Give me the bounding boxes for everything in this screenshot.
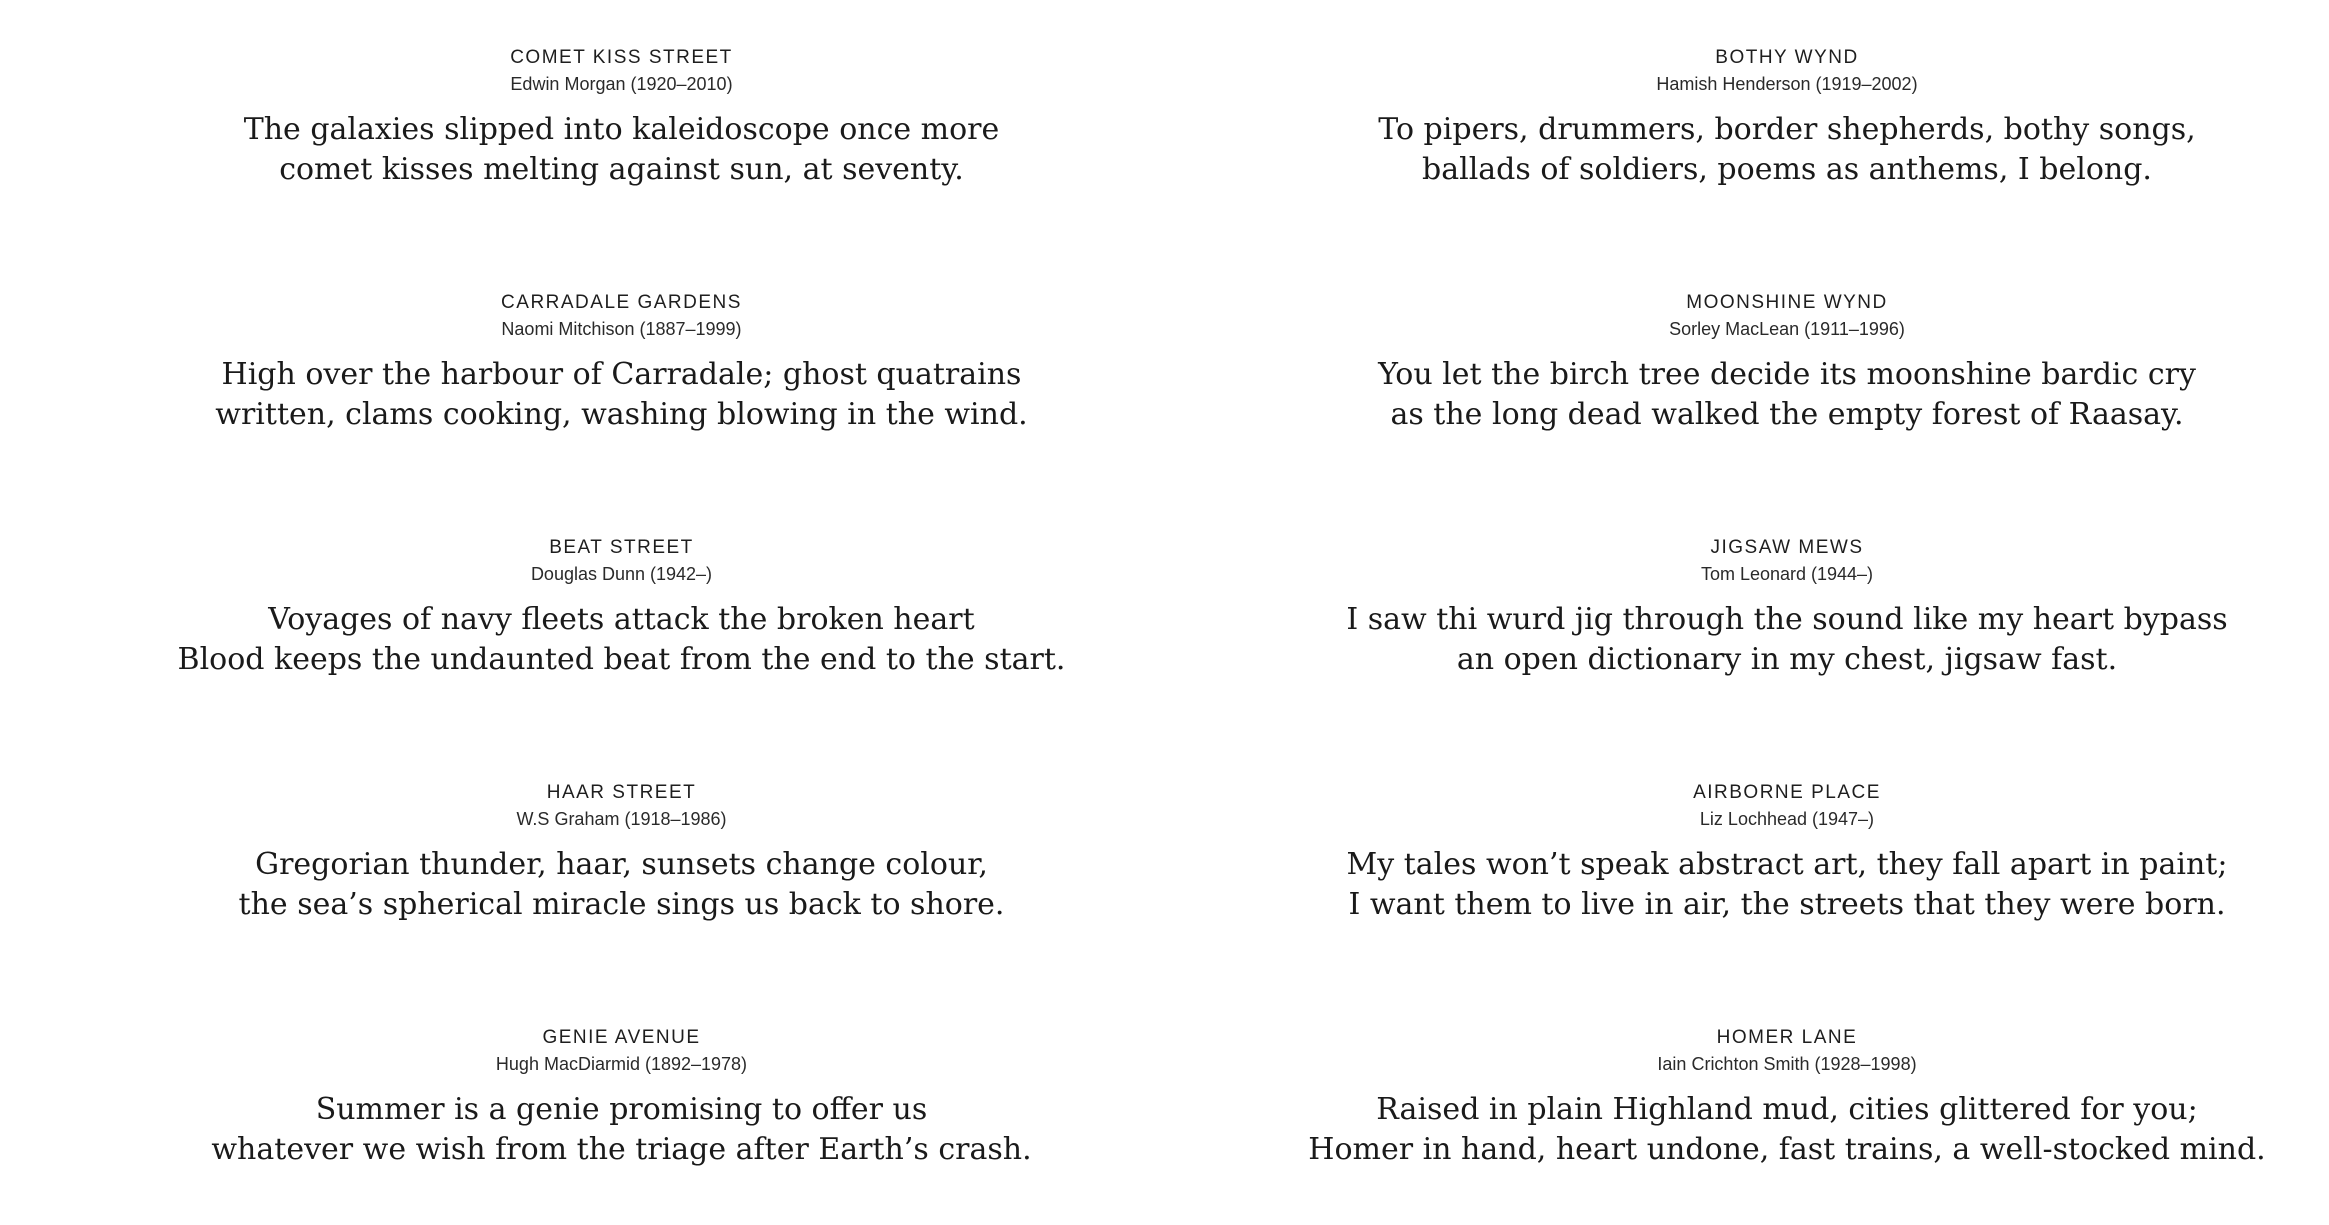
poem-line: Voyages of navy fleets attack the broken heart [268, 602, 975, 637]
poet-name: Naomi Mitchison (1887–1999) [501, 319, 742, 339]
poem-line: ballads of soldiers, poems as anthems, I belong. [1422, 152, 2152, 187]
poem-card [0, 0, 1245, 245]
street-name: HAAR STREET [546, 782, 697, 803]
poem-line: as the long dead walked the empty forest of Raasay. [1390, 397, 2184, 432]
poet-name: Hugh MacDiarmid (1892–1978) [495, 1054, 748, 1074]
poem-line: Raised in plain Highland mud, cities glittered for you; [1376, 1092, 2198, 1127]
poem-lines [1308, 1090, 2265, 1170]
street-name: AIRBORNE PLACE [1693, 782, 1881, 803]
street-name: MOONSHINE WYND [1686, 292, 1888, 313]
poem-lines [1346, 600, 2227, 680]
poem-line: the sea’s spherical miracle sings us back to shore. [238, 887, 1005, 922]
poem-line: You let the birch tree decide its moonshine bardic cry [1378, 357, 2196, 392]
poem-line: written, clams cooking, washing blowing in the wind. [215, 397, 1028, 432]
poem-card [0, 490, 1245, 735]
poem-card [1245, 980, 2329, 1225]
poem-card [0, 735, 1245, 980]
street-name: JIGSAW MEWS [1710, 537, 1864, 558]
poet-name: Liz Lochhead (1947–) [1699, 809, 1875, 829]
street-name: HOMER LANE [1716, 1027, 1858, 1048]
poem-line: My tales won’t speak abstract art, they fall apart in paint; [1346, 847, 2228, 882]
poem-line: comet kisses melting against sun, at seventy. [279, 152, 964, 187]
poem-card [1245, 735, 2329, 980]
poem-line: Gregorian thunder, haar, sunsets change colour, [255, 847, 988, 882]
poem-line: I want them to live in air, the streets that they were born. [1348, 887, 2226, 922]
poem-line: I saw thi wurd jig through the sound like my heart bypass [1346, 602, 2228, 637]
poem-line: Blood keeps the undaunted beat from the end to the start. [177, 642, 1066, 677]
street-name: CARRADALE GARDENS [501, 292, 742, 313]
poem-lines [239, 845, 1005, 925]
poem-lines [244, 110, 1000, 190]
street-name: BOTHY WYND [1715, 47, 1859, 68]
poem-lines [1347, 845, 2228, 925]
poem-card [1245, 490, 2329, 735]
poem-lines [211, 1090, 1031, 1170]
poet-name: Edwin Morgan (1920–2010) [510, 74, 733, 94]
poem-card [1245, 245, 2329, 490]
poet-name: Tom Leonard (1944–) [1700, 564, 1874, 584]
poet-name: Sorley MacLean (1911–1996) [1669, 319, 1905, 339]
poem-lines [1378, 110, 2195, 190]
poet-name: W.S Graham (1918–1986) [516, 809, 727, 829]
poem-line: High over the harbour of Carradale; ghost quatrains [221, 357, 1022, 392]
poem-lines [1378, 355, 2196, 435]
poet-name: Douglas Dunn (1942–) [530, 564, 713, 584]
poem-line: Homer in hand, heart undone, fast trains, a well-stocked mind. [1308, 1132, 2266, 1167]
street-name: COMET KISS STREET [510, 47, 733, 68]
poem-line: Summer is a genie promising to offer us [315, 1092, 928, 1127]
poem-card [1245, 0, 2329, 245]
poet-name: Hamish Henderson (1919–2002) [1656, 74, 1918, 94]
poem-card [0, 980, 1245, 1225]
street-name: GENIE AVENUE [542, 1027, 701, 1048]
poem-line: an open dictionary in my chest, jigsaw fast. [1456, 642, 2118, 677]
poet-name: Iain Crichton Smith (1928–1998) [1657, 1054, 1917, 1074]
street-name: BEAT STREET [549, 537, 694, 558]
poem-card [0, 245, 1245, 490]
poem-line: The galaxies slipped into kaleidoscope once more [243, 112, 1000, 147]
poem-lines [215, 355, 1027, 435]
poem-line: To pipers, drummers, border shepherds, bothy songs, [1378, 112, 2196, 147]
poem-lines [178, 600, 1066, 680]
poem-line: whatever we wish from the triage after Earth’s crash. [211, 1132, 1032, 1167]
